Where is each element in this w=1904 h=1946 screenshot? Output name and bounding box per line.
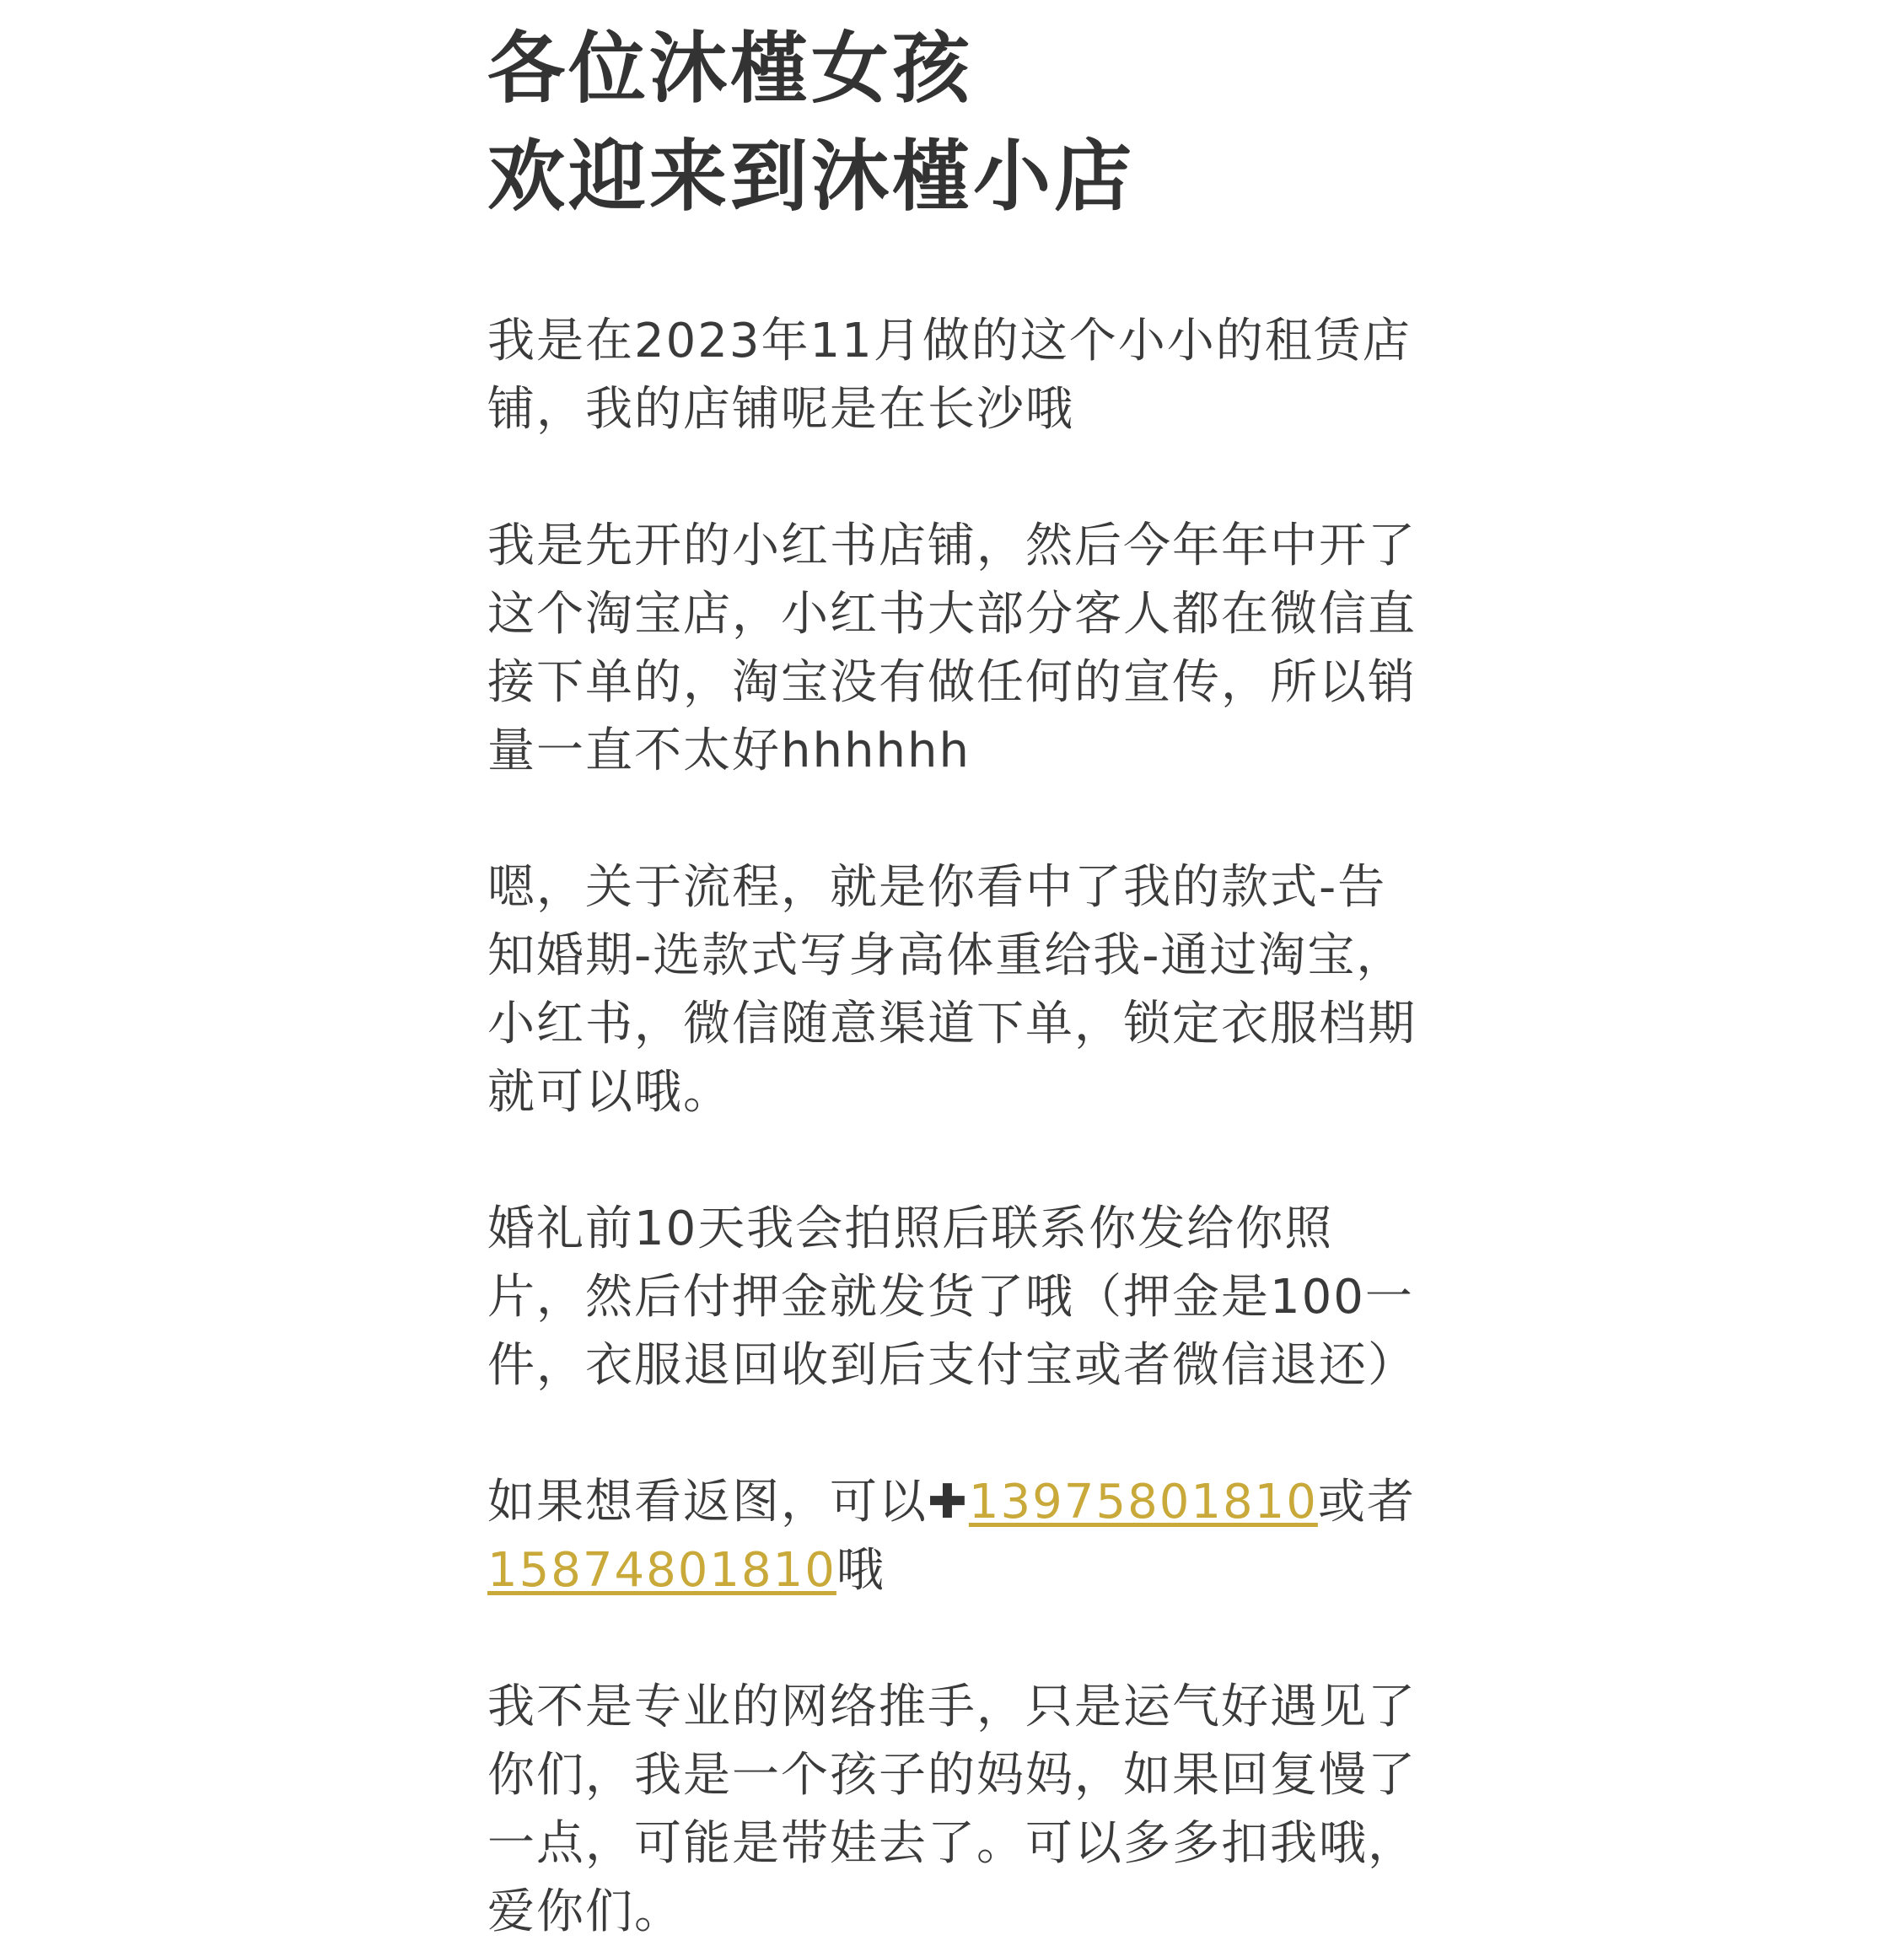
paragraph-deposit	[487, 1195, 1432, 1400]
paragraph-shop-history	[487, 512, 1432, 785]
text-line: 我不是专业的网络推手，只是运气好遇见了	[487, 1680, 1417, 1734]
contact-prefix: 如果想看返图，可以	[487, 1475, 928, 1529]
text-line: 婚礼前10天我会拍照后联系你发给你照	[487, 1201, 1334, 1256]
text-line: 铺，我的店铺呢是在长沙哦	[487, 382, 1074, 437]
text-line: 件，衣服退回收到后支付宝或者微信退还）	[487, 1338, 1417, 1393]
phone-link-1[interactable]: 13975801810	[968, 1475, 1318, 1529]
article	[487, 0, 1432, 1946]
text-line: 量一直不太好hhhhhh	[487, 723, 971, 778]
title-line-2: 欢迎来到沐槿小店	[487, 132, 1136, 222]
paragraph-process	[487, 853, 1432, 1126]
page-title	[487, 0, 1432, 231]
plus-icon: ✚	[928, 1475, 969, 1529]
text-line: 一点，可能是带娃去了。可以多多扣我哦，	[487, 1816, 1417, 1871]
paragraph-shop-intro	[487, 307, 1432, 443]
text-line: 这个淘宝店，小红书大部分客人都在微信直	[487, 587, 1417, 642]
text-line	[487, 1468, 1432, 1536]
text-line: 爱你们。	[487, 1884, 683, 1939]
text-line: 就可以哦。	[487, 1065, 732, 1120]
text-line: 我是在2023年11月做的这个小小的租赁店	[487, 314, 1412, 368]
text-line: 小红书，微信随意渠道下单，锁定衣服档期	[487, 997, 1417, 1051]
text-line: 我是先开的小红书店铺，然后今年年中开了	[487, 519, 1417, 573]
phone-link-2[interactable]: 15874801810	[487, 1543, 836, 1598]
paragraph-contact	[487, 1468, 1432, 1605]
text-line: 接下单的，淘宝没有做任何的宣传，所以销	[487, 655, 1417, 710]
text-line: 片，然后付押金就发货了哦（押金是100一	[487, 1270, 1414, 1325]
text-line: 知婚期-选款式写身高体重给我-通过淘宝，	[487, 928, 1406, 983]
text-line: 嗯，关于流程，就是你看中了我的款式-告	[487, 860, 1387, 915]
text-line	[487, 1536, 1432, 1605]
text-line: 你们，我是一个孩子的妈妈，如果回复慢了	[487, 1748, 1417, 1803]
contact-suffix: 哦	[836, 1543, 885, 1598]
paragraph-about-me	[487, 1673, 1432, 1946]
title-line-1: 各位沐槿女孩	[487, 24, 974, 114]
contact-middle: 或者	[1317, 1475, 1416, 1529]
